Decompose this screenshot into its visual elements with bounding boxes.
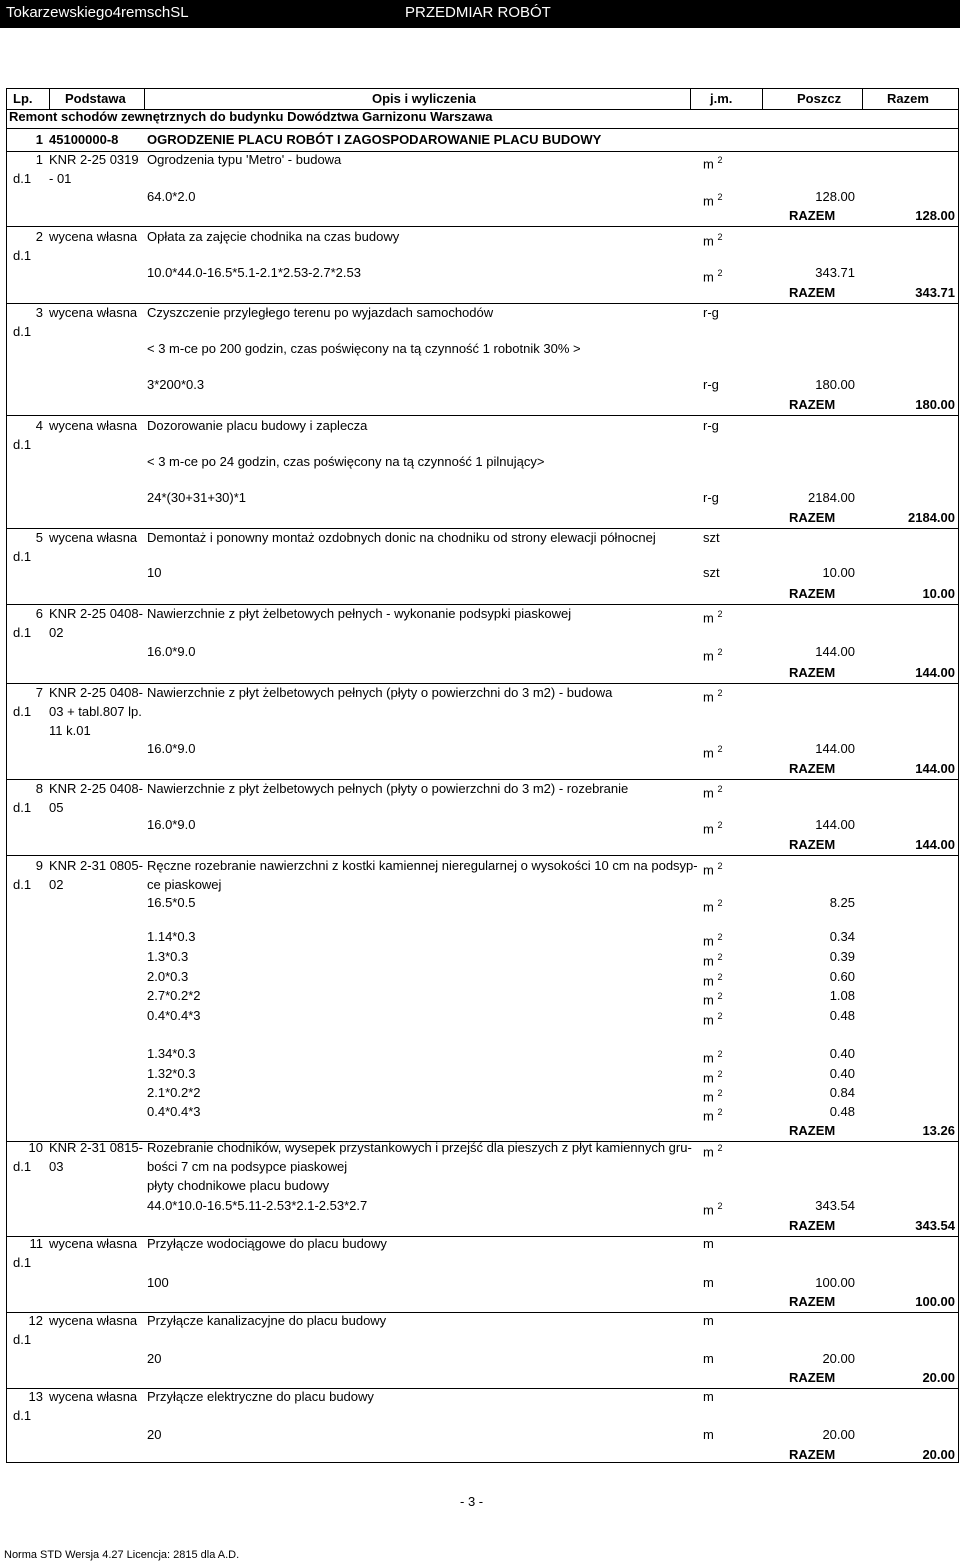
row-description: bości 7 cm na podsypce piaskowej: [147, 1159, 348, 1174]
calc-unit: szt: [703, 565, 720, 580]
calc-value: 0.40: [829, 1066, 855, 1081]
row-unit: szt: [703, 530, 720, 545]
row-unit: m $^2$: [703, 609, 723, 626]
row-lp: 11: [29, 1236, 43, 1251]
calc-formula: 0.4*0.4*3: [147, 1008, 201, 1023]
calc-formula: 20: [147, 1351, 162, 1366]
row-podstawa: wycena własna: [49, 1313, 138, 1328]
razem-label: RAZEM: [789, 586, 836, 601]
calc-formula: 16.0*9.0: [147, 741, 196, 756]
razem-label: RAZEM: [789, 837, 836, 852]
row-sub: d.1: [13, 437, 32, 452]
calc-unit: m $^2$: [703, 1069, 723, 1086]
row-lp: 5: [35, 530, 43, 545]
row-lp: 3: [35, 305, 43, 320]
row-sub: d.1: [13, 549, 32, 564]
calc-unit: m $^2$: [703, 1011, 723, 1028]
razem-value: 20.00: [922, 1447, 955, 1462]
row-sub: d.1: [13, 171, 32, 186]
calc-value: 1.08: [829, 988, 855, 1003]
calc-value: 144.00: [815, 644, 855, 659]
row-description: ce piaskowej: [147, 877, 222, 892]
row-lp: 9: [35, 858, 43, 873]
row-separator: [7, 226, 958, 227]
row-lp: 13: [28, 1389, 43, 1404]
row-podstawa: 11 k.01: [49, 723, 91, 738]
calc-value: 128.00: [815, 189, 855, 204]
row-separator: [7, 604, 958, 605]
calc-unit: m $^2$: [703, 972, 723, 989]
row-lp: 4: [35, 418, 43, 433]
row-podstawa: KNR 2-31 0815-: [49, 1140, 143, 1155]
calc-unit: m: [703, 1351, 714, 1366]
row-unit: r-g: [703, 305, 719, 320]
razem-value: 2184.00: [908, 510, 955, 525]
header-podstawa: Podstawa: [65, 91, 126, 106]
calc-formula: 100: [147, 1275, 169, 1290]
row-sub: d.1: [13, 1332, 32, 1347]
row-sub: d.1: [13, 877, 32, 892]
calc-formula: 2.0*0.3: [147, 969, 189, 984]
calc-formula: 0.4*0.4*3: [147, 1104, 201, 1119]
calc-value: 144.00: [815, 817, 855, 832]
calc-formula: 1.14*0.3: [147, 929, 196, 944]
razem-label: RAZEM: [789, 285, 836, 300]
row-unit: m: [703, 1389, 714, 1404]
calc-unit: m $^2$: [703, 898, 723, 915]
calc-unit: m $^2$: [703, 932, 723, 949]
calc-formula: 20: [147, 1427, 162, 1442]
calc-value: 0.39: [829, 949, 855, 964]
document-title: PRZEDMIAR ROBÓT: [405, 4, 551, 21]
razem-value: 13.26: [922, 1123, 955, 1138]
calc-formula: 64.0*2.0: [147, 189, 196, 204]
row-sub: d.1: [13, 248, 32, 263]
calc-value: 343.54: [815, 1198, 855, 1213]
row-podstawa: wycena własna: [49, 229, 138, 244]
row-podstawa: KNR 2-25 0408-: [49, 685, 143, 700]
row-sub: d.1: [13, 704, 32, 719]
razem-value: 128.00: [915, 208, 955, 223]
row-unit: m $^2$: [703, 861, 723, 878]
razem-label: RAZEM: [789, 1294, 836, 1309]
razem-label: RAZEM: [789, 665, 836, 680]
row-description: Czyszczenie przyległego terenu po wyjazdach samochodów: [147, 305, 494, 320]
row-separator: [7, 528, 958, 529]
row-lp: 6: [35, 606, 43, 621]
calc-value: 343.71: [815, 265, 855, 280]
row-separator: [7, 779, 958, 780]
razem-value: 343.71: [915, 285, 955, 300]
row-unit: m: [703, 1236, 714, 1251]
calc-formula: 16.0*9.0: [147, 817, 196, 832]
calc-unit: m $^2$: [703, 1201, 723, 1218]
row-podstawa: 03: [49, 1159, 64, 1174]
calc-unit: m $^2$: [703, 1049, 723, 1066]
razem-label: RAZEM: [789, 1218, 836, 1233]
row-description: Przyłącze kanalizacyjne do placu budowy: [147, 1313, 387, 1328]
row-lp: 1: [35, 152, 43, 167]
row-sub: d.1: [13, 800, 32, 815]
calc-unit: m $^2$: [703, 744, 723, 761]
footer-license: Norma STD Wersja 4.27 Licencja: 2815 dla A.D.: [4, 1549, 240, 1561]
row-description: płyty chodnikowe placu budowy: [147, 1178, 330, 1193]
calc-formula: 1.3*0.3: [147, 949, 189, 964]
razem-value: 20.00: [922, 1370, 955, 1385]
header-jm: j.m.: [710, 91, 733, 106]
calc-unit: m $^2$: [703, 647, 723, 664]
row-podstawa: wycena własna: [49, 530, 138, 545]
row-sub: d.1: [13, 625, 32, 640]
row-description: Nawierzchnie z płyt żelbetowych pełnych - wykonanie podsypki piaskowej: [147, 606, 572, 621]
calc-unit: m $^2$: [703, 1088, 723, 1105]
row-unit: m $^2$: [703, 155, 723, 172]
calc-formula: 16.0*9.0: [147, 644, 196, 659]
row-unit: m $^2$: [703, 688, 723, 705]
calc-formula: 24*(30+31+30)*1: [147, 490, 247, 505]
row-sub: d.1: [13, 1408, 32, 1423]
estimate-table: [6, 88, 959, 1463]
calc-value: 0.84: [829, 1085, 855, 1100]
calc-value: 144.00: [815, 741, 855, 756]
calc-unit: m $^2$: [703, 268, 723, 285]
row-description: < 3 m-ce po 200 godzin, czas poświęcony na tą czynność 1 robotnik 30% >: [147, 341, 581, 356]
razem-label: RAZEM: [789, 1370, 836, 1385]
row-podstawa: KNR 2-25 0319: [49, 152, 139, 167]
calc-value: 0.60: [829, 969, 855, 984]
table-header: [7, 88, 958, 110]
calc-formula: 2.1*0.2*2: [147, 1085, 201, 1100]
calc-formula: 10: [147, 565, 162, 580]
row-separator: [7, 855, 958, 856]
section-lp: 1: [35, 132, 43, 147]
section-name: OGRODZENIE PLACU ROBÓT I ZAGOSPODAROWANIE PLACU BUDOWY: [147, 132, 602, 147]
calc-value: 20.00: [822, 1427, 855, 1442]
calc-formula: 16.5*0.5: [147, 895, 196, 910]
row-description: Dozorowanie placu budowy i zaplecza: [147, 418, 368, 433]
section-code: 45100000-8: [49, 132, 119, 147]
calc-unit: m $^2$: [703, 1107, 723, 1124]
calc-formula: 10.0*44.0-16.5*5.1-2.1*2.53-2.7*2.53: [147, 265, 361, 280]
row-unit: r-g: [703, 418, 719, 433]
row-unit: m $^2$: [703, 232, 723, 249]
row-unit: m: [703, 1313, 714, 1328]
row-description: Opłata za zajęcie chodnika na czas budowy: [147, 229, 400, 244]
razem-value: 10.00: [922, 586, 955, 601]
page-number: - 3 -: [460, 1494, 484, 1509]
calc-formula: 3*200*0.3: [147, 377, 205, 392]
row-description: Demontaż i ponowny montaż ozdobnych donic na chodniku od strony elewacji północnej: [147, 530, 656, 545]
calc-unit: m $^2$: [703, 820, 723, 837]
row-separator: [7, 683, 958, 684]
header-razem: Razem: [887, 91, 929, 106]
row-sub: d.1: [13, 1255, 32, 1270]
razem-value: 144.00: [915, 761, 955, 776]
file-name: Tokarzewskiego4remschSL: [6, 4, 189, 21]
row-separator: [7, 415, 958, 416]
row-lp: 7: [35, 685, 43, 700]
razem-value: 180.00: [915, 397, 955, 412]
row-podstawa: wycena własna: [49, 418, 138, 433]
row-lp: 10: [28, 1140, 43, 1155]
razem-label: RAZEM: [789, 761, 836, 776]
row-separator: [7, 303, 958, 304]
row-podstawa: 02: [49, 625, 64, 640]
row-sub: d.1: [13, 324, 32, 339]
row-podstawa: wycena własna: [49, 305, 138, 320]
top-bar: [0, 0, 960, 28]
calc-unit: m $^2$: [703, 991, 723, 1008]
row-podstawa: KNR 2-31 0805-: [49, 858, 143, 873]
row-podstawa: 02: [49, 877, 64, 892]
calc-value: 0.48: [829, 1104, 855, 1119]
row-unit: m $^2$: [703, 1143, 723, 1160]
razem-label: RAZEM: [789, 397, 836, 412]
header-poszcz: Poszcz: [797, 91, 842, 106]
row-podstawa: 05: [49, 800, 64, 815]
razem-label: RAZEM: [789, 510, 836, 525]
calc-formula: 1.32*0.3: [147, 1066, 196, 1081]
razem-label: RAZEM: [789, 208, 836, 223]
razem-value: 144.00: [915, 665, 955, 680]
calc-unit: r-g: [703, 490, 719, 505]
row-podstawa: KNR 2-25 0408-: [49, 781, 143, 796]
row-lp: 2: [35, 229, 43, 244]
row-description: Rozebranie chodników, wysepek przystankowych i przejść dla pieszych z płyt kamiennych gru-: [147, 1140, 692, 1155]
calc-value: 20.00: [822, 1351, 855, 1366]
row-podstawa: wycena własna: [49, 1236, 138, 1251]
row-description: Przyłącze elektryczne do placu budowy: [147, 1389, 374, 1404]
calc-formula: 1.34*0.3: [147, 1046, 196, 1061]
project-title: Remont schodów zewnętrznych do budynku Dowództwa Garnizonu Warszawa: [9, 109, 493, 124]
razem-label: RAZEM: [789, 1447, 836, 1462]
calc-unit: r-g: [703, 377, 719, 392]
row-description: Nawierzchnie z płyt żelbetowych pełnych (płyty o powierzchni do 3 m2) - budowa: [147, 685, 613, 700]
calc-value: 0.34: [829, 929, 855, 944]
calc-unit: m: [703, 1275, 714, 1290]
calc-value: 0.40: [829, 1046, 855, 1061]
razem-value: 144.00: [915, 837, 955, 852]
row-description: Ręczne rozebranie nawierzchni z kostki kamiennej nieregularnej o wysokości 10 cm na podsyp-: [147, 858, 698, 873]
row-podstawa: 03 + tabl.807 lp.: [49, 704, 142, 719]
calc-unit: m $^2$: [703, 192, 723, 209]
row-lp: 8: [35, 781, 43, 796]
calc-value: 10.00: [822, 565, 855, 580]
razem-value: 343.54: [915, 1218, 955, 1233]
calc-value: 100.00: [815, 1275, 855, 1290]
razem-value: 100.00: [915, 1294, 955, 1309]
header-opis: Opis i wyliczenia: [372, 91, 477, 106]
row-description: Nawierzchnie z płyt żelbetowych pełnych (płyty o powierzchni do 3 m2) - rozebranie: [147, 781, 629, 796]
header-lp: Lp.: [13, 91, 33, 106]
row-description: < 3 m-ce po 24 godzin, czas poświęcony na tą czynność 1 pilnujący>: [147, 454, 545, 469]
row-description: Ogrodzenia typu 'Metro' - budowa: [147, 152, 342, 167]
razem-label: RAZEM: [789, 1123, 836, 1138]
calc-unit: m $^2$: [703, 952, 723, 969]
row-podstawa: wycena własna: [49, 1389, 138, 1404]
row-description: Przyłącze wodociągowe do placu budowy: [147, 1236, 387, 1251]
calc-value: 180.00: [815, 377, 855, 392]
calc-value: 8.25: [829, 895, 855, 910]
calc-value: 0.48: [829, 1008, 855, 1023]
calc-value: 2184.00: [808, 490, 855, 505]
row-unit: m $^2$: [703, 784, 723, 801]
calc-formula: 2.7*0.2*2: [147, 988, 201, 1003]
row-podstawa: KNR 2-25 0408-: [49, 606, 143, 621]
row-lp: 12: [28, 1313, 43, 1328]
row-podstawa: - 01: [49, 171, 72, 186]
calc-unit: m: [703, 1427, 714, 1442]
row-sub: d.1: [13, 1159, 32, 1174]
calc-formula: 44.0*10.0-16.5*5.11-2.53*2.1-2.53*2.7: [147, 1198, 368, 1213]
